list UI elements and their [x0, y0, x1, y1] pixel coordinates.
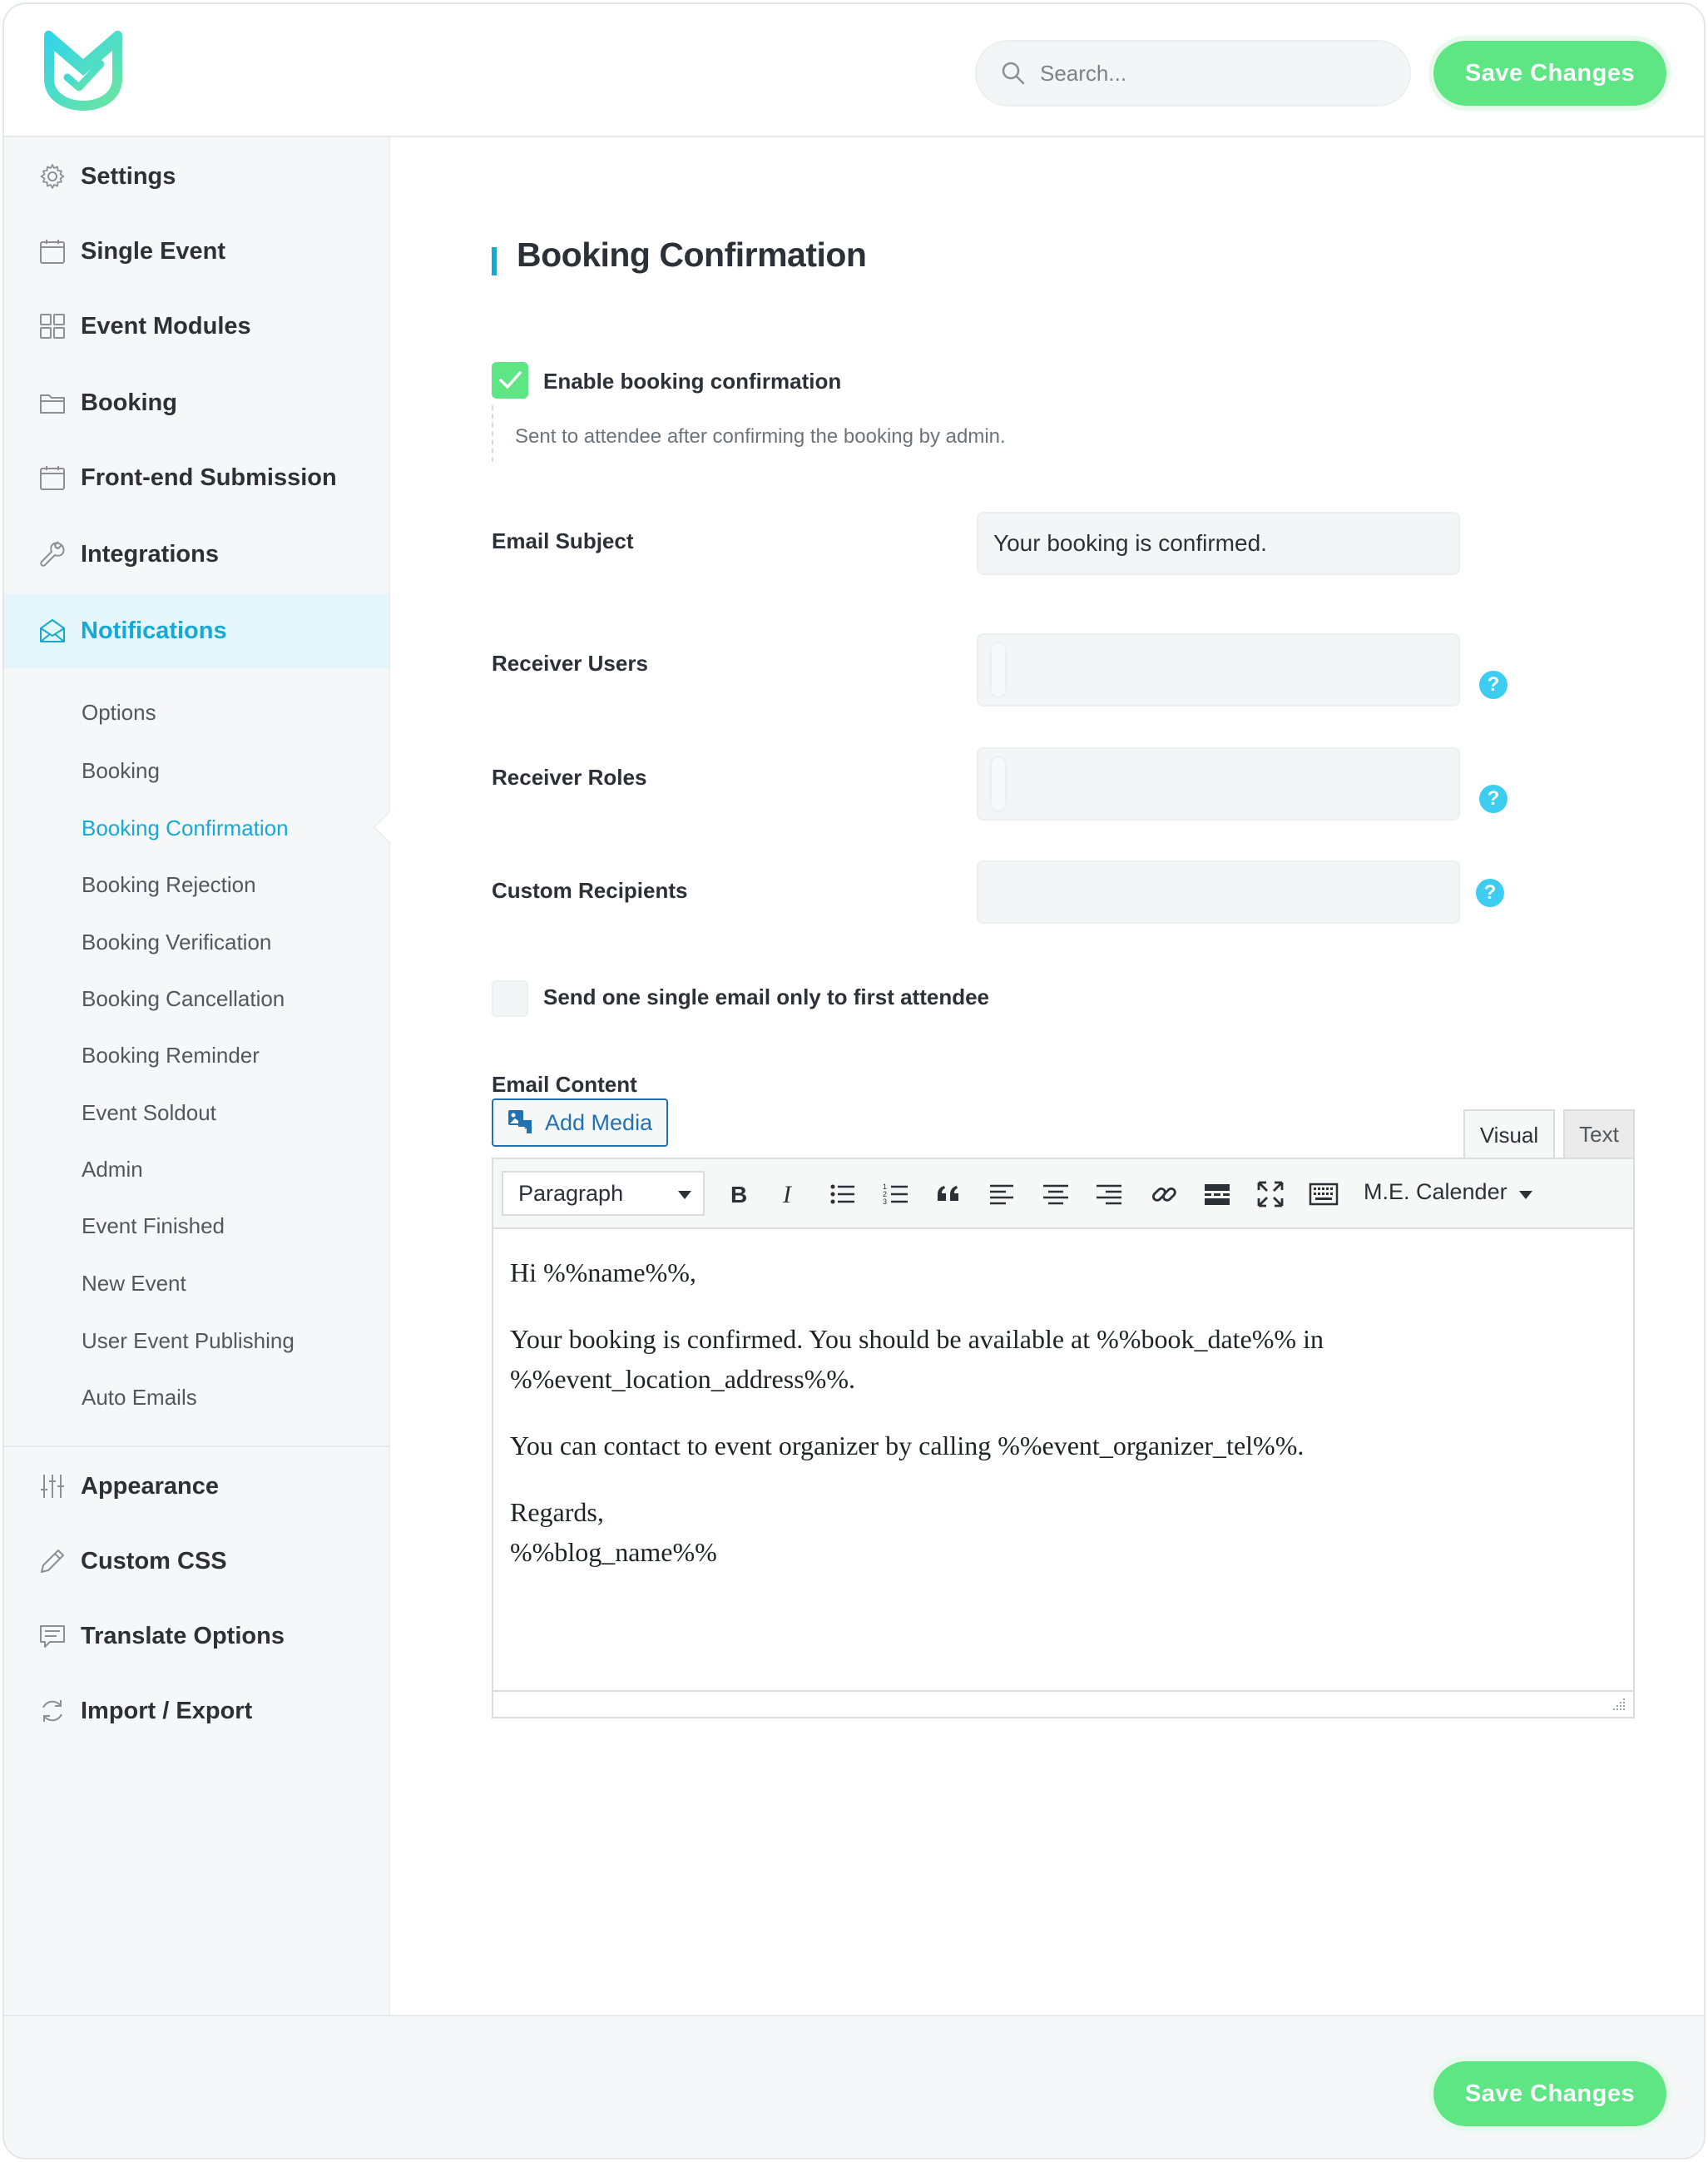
content-line: %%blog_name%% — [510, 1537, 717, 1567]
sidebar-item-label: Front-end Submission — [81, 464, 337, 491]
email-subject-label: Email Subject — [492, 528, 634, 553]
me-calendar-dropdown[interactable] — [1364, 1179, 1532, 1205]
subnav-item-booking-verification[interactable]: Booking Verification — [82, 929, 272, 955]
sidebar-item-translate-options[interactable] — [4, 1599, 389, 1674]
sidebar-item-import-export[interactable] — [4, 1674, 389, 1748]
subnav-item-booking[interactable]: Booking — [82, 757, 160, 783]
main-panel — [392, 137, 1706, 2015]
read-more-icon — [1202, 1179, 1232, 1209]
subnav-item-user-event-publishing[interactable]: User Event Publishing — [82, 1327, 295, 1353]
sidebar-item-label: Single Event — [81, 237, 226, 265]
blockquote-button[interactable] — [933, 1178, 966, 1211]
bold-icon — [723, 1179, 753, 1209]
insert-link-button[interactable] — [1147, 1178, 1181, 1211]
subnav-item-booking-reminder[interactable]: Booking Reminder — [82, 1042, 260, 1068]
align-center-icon — [1041, 1179, 1071, 1209]
save-changes-button[interactable]: Save Changes — [1433, 41, 1666, 106]
check-icon — [497, 367, 523, 394]
format-select-value: Paragraph — [518, 1180, 624, 1206]
email-subject-field[interactable] — [977, 512, 1460, 575]
receiver-roles-label: Receiver Roles — [492, 765, 647, 790]
sidebar-item-label: Settings — [81, 162, 176, 190]
editor-statusbar — [493, 1690, 1633, 1717]
sidebar-item-label: Import / Export — [81, 1697, 253, 1724]
wrench-icon — [37, 539, 67, 569]
keyboard-icon — [1309, 1179, 1339, 1209]
resize-grip-icon[interactable] — [1611, 1697, 1626, 1712]
select-placeholder — [990, 756, 1007, 812]
subnav-item-event-finished[interactable]: Event Finished — [82, 1212, 225, 1238]
align-right-button[interactable] — [1092, 1178, 1126, 1211]
subnav-item-new-event[interactable]: New Event — [82, 1270, 186, 1296]
page-title: Booking Confirmation — [492, 236, 866, 275]
svg-text:3: 3 — [883, 1198, 888, 1206]
sidebar-item-label: Appearance — [81, 1472, 220, 1500]
subnav-item-admin[interactable]: Admin — [82, 1156, 143, 1182]
calendar-icon — [37, 463, 67, 493]
custom-recipients-label: Custom Recipients — [492, 878, 688, 903]
content-line: Your booking is confirmed. You should be available at %%book_date%% in — [510, 1324, 1324, 1354]
grid-icon — [37, 311, 67, 341]
content-greeting: Hi %%name%%, — [510, 1257, 696, 1287]
numbered-list-icon — [881, 1179, 911, 1209]
sidebar-item-notifications[interactable] — [4, 593, 389, 668]
email-content-editor[interactable] — [492, 1158, 1635, 1718]
sidebar-item-label: Custom CSS — [81, 1547, 227, 1574]
fullscreen-icon — [1255, 1179, 1285, 1209]
custom-recipients-input[interactable] — [978, 862, 1458, 922]
quote-icon — [934, 1179, 964, 1209]
receiver-users-help-icon[interactable]: ? — [1479, 671, 1507, 699]
logo-icon — [37, 27, 129, 114]
bullet-list-icon — [828, 1179, 858, 1209]
align-center-button[interactable] — [1039, 1178, 1072, 1211]
link-icon — [1149, 1179, 1179, 1209]
select-placeholder — [990, 642, 1007, 698]
subnav-item-event-soldout[interactable]: Event Soldout — [82, 1099, 216, 1125]
chevron-down-icon — [1519, 1191, 1532, 1199]
sidebar-item-integrations[interactable] — [4, 517, 389, 592]
chevron-down-icon — [678, 1191, 691, 1199]
sidebar-item-single-event[interactable] — [4, 214, 389, 289]
content-paragraph — [510, 1319, 1616, 1399]
receiver-users-label: Receiver Users — [492, 651, 648, 676]
sidebar-item-label: Integrations — [81, 540, 219, 568]
subnav-item-booking-rejection[interactable]: Booking Rejection — [82, 871, 256, 897]
sliders-icon — [37, 1471, 67, 1501]
media-icon — [507, 1108, 535, 1137]
search-icon — [1000, 60, 1027, 87]
subnav-item-booking-cancellation[interactable]: Booking Cancellation — [82, 985, 285, 1011]
content-paragraph: You can contact to event organizer by calling %%event_organizer_tel%%. — [510, 1431, 1305, 1460]
subnav-item-auto-emails[interactable]: Auto Emails — [82, 1384, 197, 1410]
custom-recipients-help-icon[interactable]: ? — [1476, 879, 1504, 907]
envelope-open-icon — [37, 616, 67, 646]
save-changes-button-bottom[interactable]: Save Changes — [1433, 2061, 1666, 2126]
sidebar-item-event-modules[interactable] — [4, 289, 389, 364]
add-media-button[interactable] — [492, 1098, 668, 1147]
single-email-checkbox[interactable] — [492, 980, 528, 1017]
top-bar — [4, 4, 1704, 137]
sidebar-item-settings[interactable] — [4, 139, 389, 214]
editor-toolbar — [493, 1159, 1633, 1229]
sidebar-item-label: Event Modules — [81, 312, 251, 340]
sidebar-item-label: Notifications — [81, 617, 227, 644]
email-subject-input[interactable] — [978, 513, 1458, 573]
fullscreen-button[interactable] — [1254, 1178, 1287, 1211]
refresh-icon — [37, 1696, 67, 1726]
sidebar-item-booking[interactable] — [4, 365, 389, 440]
subnav-item-booking-confirmation[interactable]: Booking Confirmation — [4, 800, 389, 856]
sidebar-item-label: Translate Options — [81, 1622, 285, 1649]
svg-text:I: I — [783, 1181, 791, 1208]
format-select[interactable] — [502, 1171, 705, 1216]
receiver-roles-help-icon[interactable]: ? — [1479, 785, 1507, 813]
email-content-label: Email Content — [492, 1072, 637, 1097]
tab-text[interactable]: Text — [1563, 1109, 1635, 1158]
sidebar-item-label: Booking — [81, 389, 177, 416]
search-input[interactable] — [1040, 61, 1389, 87]
enable-hint: Sent to attendee after confirming the booking by admin. — [492, 405, 1006, 462]
search-box[interactable] — [975, 40, 1411, 107]
bold-button[interactable] — [721, 1178, 755, 1211]
bullet-list-button[interactable] — [826, 1178, 859, 1211]
content-paragraph — [510, 1492, 1616, 1572]
calendar-icon — [37, 236, 67, 266]
me-calendar-label: M.E. Calender — [1364, 1179, 1507, 1204]
align-left-button[interactable] — [986, 1178, 1019, 1211]
svg-text:2: 2 — [883, 1190, 888, 1198]
app-frame — [2, 2, 1706, 2160]
folder-icon — [37, 388, 67, 418]
svg-text:B: B — [730, 1182, 748, 1207]
align-left-icon — [988, 1179, 1017, 1209]
numbered-list-button[interactable] — [879, 1178, 913, 1211]
sidebar-item-appearance[interactable] — [4, 1449, 389, 1524]
receiver-roles-select[interactable] — [977, 747, 1460, 821]
pencil-icon — [37, 1546, 67, 1576]
sidebar-item-custom-css[interactable] — [4, 1524, 389, 1599]
tab-visual[interactable]: Visual — [1463, 1109, 1555, 1159]
editor-content[interactable] — [510, 1252, 1616, 1599]
sidebar — [4, 137, 390, 2015]
enable-booking-confirmation-checkbox[interactable] — [492, 362, 528, 399]
subnav-item-options[interactable]: Options — [82, 699, 156, 725]
gear-icon — [37, 161, 67, 191]
chat-icon — [37, 1621, 67, 1651]
custom-recipients-field[interactable] — [977, 860, 1460, 924]
align-right-icon — [1094, 1179, 1124, 1209]
svg-text:1: 1 — [883, 1183, 888, 1191]
content-line: Regards, — [510, 1497, 604, 1527]
add-media-label: Add Media — [545, 1109, 653, 1135]
sidebar-divider — [4, 1445, 389, 1447]
enable-booking-confirmation-label: Enable booking confirmation — [543, 369, 842, 394]
italic-button[interactable] — [773, 1178, 806, 1211]
toolbar-toggle-button[interactable] — [1307, 1178, 1340, 1211]
italic-icon — [775, 1179, 804, 1209]
read-more-button[interactable] — [1201, 1178, 1234, 1211]
content-line: %%event_location_address%%. — [510, 1364, 855, 1394]
single-email-label: Send one single email only to first attendee — [543, 984, 989, 1009]
receiver-users-select[interactable] — [977, 633, 1460, 707]
sidebar-item-front-end-submission[interactable] — [4, 440, 389, 515]
